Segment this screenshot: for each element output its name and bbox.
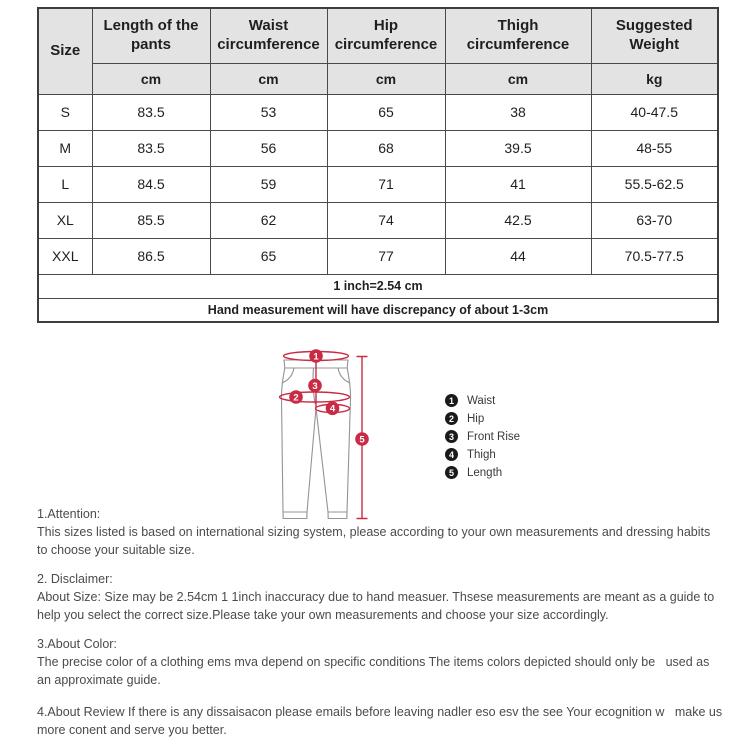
table-row [38,238,718,274]
value-cell: 84.5 [92,166,210,202]
section-attention [37,505,723,559]
section-about-color [37,635,723,689]
legend-item-hip [445,412,520,425]
value-cell: 48-55 [591,130,718,166]
unit-cell: kg [591,63,718,94]
value-cell: 65 [327,94,445,130]
legend-label: Waist [467,394,496,407]
front-rise-badge-number: 3 [312,380,318,392]
legend-label: Front Rise [467,430,521,443]
section-about-review [37,703,726,739]
table-row [38,130,718,166]
value-cell: 39.5 [445,130,591,166]
value-cell: 86.5 [92,238,210,274]
legend-label: Length [467,466,503,479]
legend-item-thigh [445,448,520,461]
legend-label: Hip [467,412,485,425]
legend-item-length [445,466,520,479]
column-header-waist: Waist circumference [210,8,327,63]
legend-number-badge: 4 [445,448,458,461]
value-cell: 65 [210,238,327,274]
value-cell: 55.5-62.5 [591,166,718,202]
measurement-badges [289,349,369,446]
value-cell: 71 [327,166,445,202]
value-cell: 83.5 [92,94,210,130]
legend-label: Thigh [467,448,496,461]
unit-cell: cm [327,63,445,94]
unit-cell: cm [210,63,327,94]
legend-item-waist [445,394,520,407]
hip-badge-number: 2 [293,392,299,404]
value-cell: 40-47.5 [591,94,718,130]
value-cell: 38 [445,94,591,130]
size-cell: M [38,130,92,166]
size-cell: XXL [38,238,92,274]
column-header-thigh: Thigh circumference [445,8,591,63]
column-header-size: Size [38,8,92,94]
inch-conversion-note: 1 inch=2.54 cm [38,274,718,298]
length-badge-number: 5 [359,434,365,446]
legend-number-badge: 1 [445,394,458,407]
value-cell: 83.5 [92,130,210,166]
section-disclaimer [37,570,723,624]
legend-number-badge: 3 [445,430,458,443]
value-cell: 68 [327,130,445,166]
table-note-row [38,274,718,298]
table-header-row [38,8,718,63]
thigh-badge-number: 4 [329,403,336,415]
legend-number-badge: 5 [445,466,458,479]
value-cell: 77 [327,238,445,274]
value-cell: 63-70 [591,202,718,238]
section-heading: 1.Attention: [37,507,101,521]
size-cell: L [38,166,92,202]
value-cell: 62 [210,202,327,238]
section-body: The precise color of a clothing ems mva depend on specific conditions The items colors depicted should only be used as an approximate guide. [37,655,713,687]
column-header-hip: Hip circumference [327,8,445,63]
value-cell: 74 [327,202,445,238]
legend-number-badge: 2 [445,412,458,425]
section-body: 4.About Review If there is any dissaisacon please emails before leaving nadler eso esv the see Your ecognition w make us more conent and serve you better. [37,705,726,737]
table-row [38,202,718,238]
table-note-row [38,298,718,322]
column-header-weight: Suggested Weight [591,8,718,63]
column-header-length: Length of the pants [92,8,210,63]
table-row [38,166,718,202]
value-cell: 70.5-77.5 [591,238,718,274]
value-cell: 85.5 [92,202,210,238]
unit-cell: cm [92,63,210,94]
measurement-lines [280,352,368,519]
size-cell: S [38,94,92,130]
value-cell: 41 [445,166,591,202]
value-cell: 53 [210,94,327,130]
table-row [38,94,718,130]
waist-badge-number: 1 [313,351,319,363]
diagram-legend [445,394,520,484]
value-cell: 59 [210,166,327,202]
unit-cell: cm [445,63,591,94]
measurement-discrepancy-note: Hand measurement will have discrepancy of about 1-3cm [38,298,718,322]
value-cell: 44 [445,238,591,274]
legend-item-front-rise [445,430,520,443]
section-body: This sizes listed is based on international sizing system, please according to your own measurements and dressing habits to choose your suitable size. [37,525,714,557]
table-units-row [38,63,718,94]
size-chart-table [37,7,719,323]
section-heading: 3.About Color: [37,637,117,651]
value-cell: 42.5 [445,202,591,238]
section-body: About Size: Size may be 2.54cm 1 1inch inaccuracy due to hand measuer. Thsese measurements are meant as a guide to help you select the correct size.Please take your own measurements and choose your size accordingly. [37,590,718,622]
section-heading: 2. Disclaimer: [37,572,113,586]
value-cell: 56 [210,130,327,166]
size-cell: XL [38,202,92,238]
